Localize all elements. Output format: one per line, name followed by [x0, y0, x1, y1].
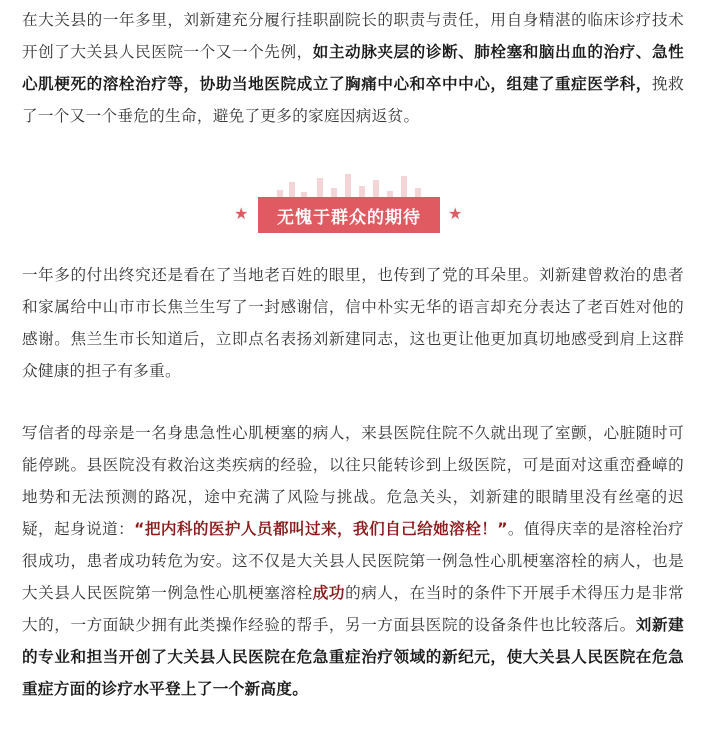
heading-decoration — [265, 172, 441, 200]
paragraph-3 — [22, 417, 684, 705]
paragraph-3-text-a: 写信者的母亲是一名身患急性心肌梗塞的病人，来县医院住院不久就出现了室颤，心脏随时可能停跳。县医院没有救治这类疾病的经验，以往只能转诊到上级医院，可是面对这重峦叠嶂的地势和无法预测的路况，途中充满了风险与挑战。危急关头，刘新建的眼睛里没有丝毫的迟疑，起身说道： — [22, 424, 684, 538]
star-icon-left: ★ — [234, 204, 249, 223]
paragraph-3-text-b: 。值得庆幸的是溶栓治疗很成功，患者成功转危为安。这不仅是大关县人民医院第一例急性心肌梗塞溶栓的病人，也是大关县人民医院第一例急性心肌梗塞溶栓 — [22, 520, 684, 602]
star-icon-right: ★ — [448, 204, 463, 223]
paragraph-3-text-c: 的病人，在当时的条件下开展手术得压力是非常大的，一方面缺少拥有此类操作经验的帮手，另一方面县医院的设备条件也比较落后。 — [22, 584, 684, 634]
section-title: 无愧于群众的期待 — [258, 197, 440, 233]
paragraph-1 — [22, 4, 684, 132]
paragraph-1-bold: 如主动脉夹层的诊断、肺栓塞和脑出血的治疗、急性心肌梗死的溶栓治疗等，协助当地医院成立了胸痛中心和卒中中心，组建了重症医学科， — [22, 43, 684, 93]
section-heading — [0, 168, 704, 240]
paragraph-3-quote: “把内科的医护人员都叫过来，我们自己给她溶栓！” — [134, 520, 508, 538]
paragraph-3-highlight: 成功 — [312, 584, 346, 602]
paragraph-1-text-a: 在大关县的一年多里，刘新建充分履行挂职副院长的职责与责任，用自身精湛的临床诊疗技术开创了大关县人民医院一个又一个先例， — [22, 11, 684, 61]
paragraph-2: 一年多的付出终究还是看在了当地老百姓的眼里，也传到了党的耳朵里。刘新建曾救治的患者和家属给中山市市长焦兰生写了一封感谢信，信中朴实无华的语言却充分表达了老百姓对他的感谢。焦兰生市长知道后，立即点名表扬刘新建同志，这也更让他更加真切地感受到肩上这群众健康的担子有多重。 — [22, 266, 684, 380]
paragraph-1-text-b: 挽救了一个又一个垂危的生命，避免了更多的家庭因病返贫。 — [22, 75, 684, 125]
paragraph-3-bold: 刘新建的专业和担当开创了大关县人民医院在危急重症治疗领域的新纪元，使大关县人民医院在危急重症方面的诊疗水平登上了一个新高度。 — [22, 616, 684, 698]
